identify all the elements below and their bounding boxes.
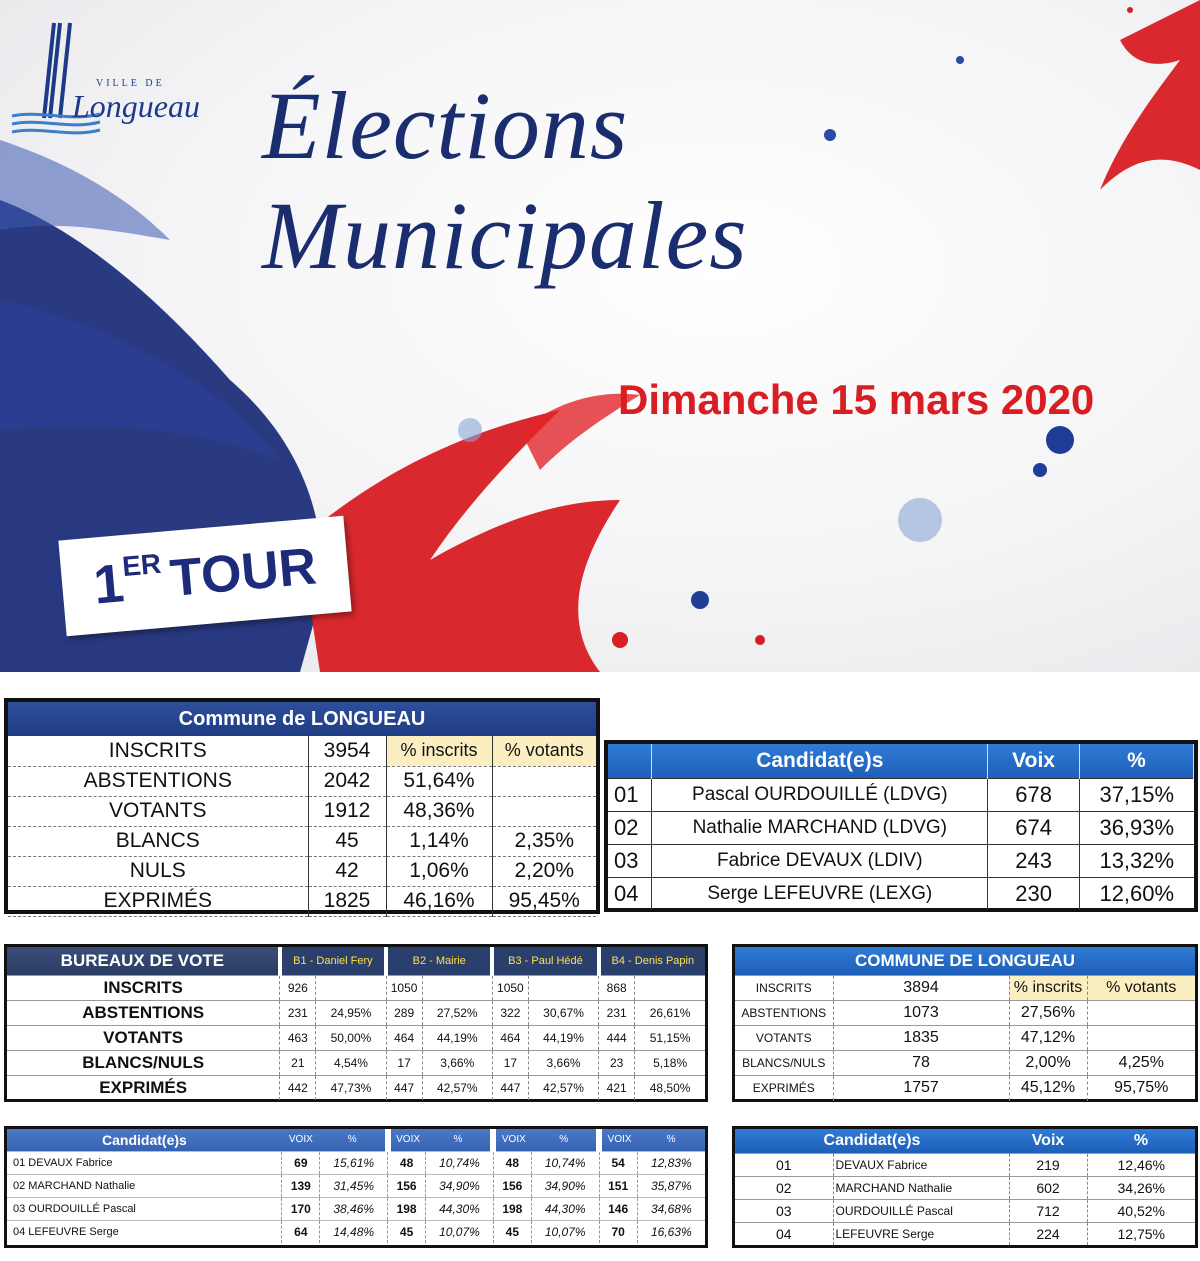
cell: 48,50% bbox=[635, 1075, 705, 1100]
table-row bbox=[8, 826, 596, 856]
candidate-pct: 34,26% bbox=[1087, 1176, 1195, 1199]
candidate-voix: 602 bbox=[1009, 1176, 1087, 1199]
header-voix: VOIX bbox=[493, 1129, 531, 1151]
cell: 3,66% bbox=[422, 1050, 492, 1075]
cell: 42,57% bbox=[422, 1075, 492, 1100]
cell bbox=[422, 975, 492, 1000]
logo-city-name: Longueau bbox=[72, 88, 200, 124]
candidate-pct: 12,60% bbox=[1080, 877, 1194, 910]
table-row bbox=[735, 1051, 1195, 1076]
header-pct-inscrits: % inscrits bbox=[386, 736, 492, 766]
cell: 69 bbox=[282, 1151, 320, 1174]
bureau-name: B1 - Daniel Fery bbox=[280, 947, 386, 975]
cell bbox=[316, 975, 386, 1000]
cell: 10,74% bbox=[426, 1151, 494, 1174]
candidate-name: 03 OURDOUILLÉ Pascal bbox=[7, 1197, 282, 1220]
row-value: 3954 bbox=[308, 736, 386, 766]
candidate-num: 04 bbox=[608, 877, 652, 910]
candidate-voix: 230 bbox=[988, 877, 1080, 910]
candidate-name: MARCHAND Nathalie bbox=[833, 1176, 1009, 1199]
header-voix: Voix bbox=[988, 744, 1080, 778]
header-pct: % bbox=[1080, 744, 1194, 778]
bureau-name: B4 - Denis Papin bbox=[599, 947, 705, 975]
row-label: BLANCS/NULS bbox=[735, 1051, 833, 1076]
header-pct: % bbox=[320, 1129, 388, 1151]
candidate-num: 03 bbox=[735, 1199, 833, 1222]
row-pct-votants: 95,75% bbox=[1087, 1076, 1195, 1101]
table-row bbox=[7, 1220, 705, 1243]
header-candidat: Candidat(e)s bbox=[7, 1129, 282, 1151]
candidate-num: 02 bbox=[608, 811, 652, 844]
table-header-row bbox=[7, 947, 705, 975]
cell: 198 bbox=[493, 1197, 531, 1220]
city-logo bbox=[10, 18, 220, 138]
header-pct-votants: % votants bbox=[1087, 976, 1195, 1001]
cell: 14,48% bbox=[320, 1220, 388, 1243]
header-pct: % bbox=[1087, 1129, 1195, 1153]
row-pct-inscrits: 47,12% bbox=[1009, 1026, 1087, 1051]
row-value: 3894 bbox=[833, 976, 1009, 1001]
row-label: INSCRITS bbox=[8, 736, 308, 766]
table-row bbox=[735, 1222, 1195, 1245]
table-row bbox=[7, 1174, 705, 1197]
table-row bbox=[8, 886, 596, 916]
table-row bbox=[735, 1001, 1195, 1026]
table-row bbox=[608, 877, 1194, 910]
cell: 10,74% bbox=[531, 1151, 599, 1174]
cell: 447 bbox=[492, 1075, 528, 1100]
candidate-voix: 712 bbox=[1009, 1199, 1087, 1222]
cell: 1050 bbox=[386, 975, 422, 1000]
cell bbox=[635, 975, 705, 1000]
row-label: ABSTENTIONS bbox=[8, 766, 308, 796]
bureau-name: B2 - Mairie bbox=[386, 947, 492, 975]
candidate-pct: 36,93% bbox=[1080, 811, 1194, 844]
row-label: ABSTENTIONS bbox=[735, 1001, 833, 1026]
cell: 4,54% bbox=[316, 1050, 386, 1075]
cell: 31,45% bbox=[320, 1174, 388, 1197]
header-voix: VOIX bbox=[388, 1129, 426, 1151]
bureau-name: B3 - Paul Hédé bbox=[492, 947, 598, 975]
row-pct-votants bbox=[1087, 1001, 1195, 1026]
candidate-voix: 219 bbox=[1009, 1153, 1087, 1176]
header-pct: % bbox=[637, 1129, 705, 1151]
cell: 70 bbox=[599, 1220, 637, 1243]
tour-suffix: ER bbox=[120, 547, 163, 583]
candidate-pct: 37,15% bbox=[1080, 778, 1194, 811]
row-label: BLANCS/NULS bbox=[7, 1050, 280, 1075]
table-row bbox=[7, 1000, 705, 1025]
header-voix: VOIX bbox=[599, 1129, 637, 1151]
cell: 146 bbox=[599, 1197, 637, 1220]
bureaux-title: BUREAUX DE VOTE bbox=[7, 947, 280, 975]
row-label: INSCRITS bbox=[735, 976, 833, 1001]
cell: 30,67% bbox=[528, 1000, 598, 1025]
candidate-name: Pascal OURDOUILLÉ (LDVG) bbox=[652, 778, 988, 811]
candidate-pct: 40,52% bbox=[1087, 1199, 1195, 1222]
row-value: 1835 bbox=[833, 1026, 1009, 1051]
table-row bbox=[7, 1050, 705, 1075]
cell: 139 bbox=[282, 1174, 320, 1197]
candidate-name: OURDOUILLÉ Pascal bbox=[833, 1199, 1009, 1222]
candidate-name: 04 LEFEUVRE Serge bbox=[7, 1220, 282, 1243]
row-label: VOTANTS bbox=[735, 1026, 833, 1051]
cell: 926 bbox=[280, 975, 316, 1000]
candidate-voix: 678 bbox=[988, 778, 1080, 811]
cell: 54 bbox=[599, 1151, 637, 1174]
table-row bbox=[735, 976, 1195, 1001]
commune-prev-table bbox=[732, 944, 1198, 1102]
commune-results-table bbox=[4, 698, 600, 914]
candidate-pct: 13,32% bbox=[1080, 844, 1194, 877]
table-row bbox=[7, 1025, 705, 1050]
cell: 42,57% bbox=[528, 1075, 598, 1100]
table-header-row bbox=[735, 1129, 1195, 1153]
cell: 442 bbox=[280, 1075, 316, 1100]
row-label: NULS bbox=[8, 856, 308, 886]
cell: 35,87% bbox=[637, 1174, 705, 1197]
cell: 10,07% bbox=[531, 1220, 599, 1243]
cell: 26,61% bbox=[635, 1000, 705, 1025]
header-candidat: Candidat(e)s bbox=[735, 1129, 1009, 1153]
row-value: 1073 bbox=[833, 1001, 1009, 1026]
candidate-num: 01 bbox=[608, 778, 652, 811]
cell: 322 bbox=[492, 1000, 528, 1025]
table-row bbox=[735, 1199, 1195, 1222]
row-value: 2042 bbox=[308, 766, 386, 796]
cell: 17 bbox=[386, 1050, 422, 1075]
row-pct-inscrits: 45,12% bbox=[1009, 1076, 1087, 1101]
row-label: EXPRIMÉS bbox=[735, 1076, 833, 1101]
cell: 198 bbox=[388, 1197, 426, 1220]
cell: 45 bbox=[388, 1220, 426, 1243]
tour-number: 1 bbox=[91, 553, 127, 616]
election-date: Dimanche 15 mars 2020 bbox=[618, 376, 1095, 423]
row-label: INSCRITS bbox=[7, 975, 280, 1000]
table-row bbox=[608, 844, 1194, 877]
cell: 23 bbox=[599, 1050, 635, 1075]
table-header-row bbox=[608, 744, 1194, 778]
row-pct-votants: 2,35% bbox=[492, 826, 596, 856]
candidate-num: 03 bbox=[608, 844, 652, 877]
row-label: BLANCS bbox=[8, 826, 308, 856]
candidates-bureaux-table bbox=[4, 1126, 708, 1248]
row-pct-votants bbox=[1087, 1026, 1195, 1051]
header-voix: VOIX bbox=[282, 1129, 320, 1151]
row-value: 78 bbox=[833, 1051, 1009, 1076]
cell: 463 bbox=[280, 1025, 316, 1050]
candidate-voix: 243 bbox=[988, 844, 1080, 877]
header-pct-votants: % votants bbox=[492, 736, 596, 766]
cell: 64 bbox=[282, 1220, 320, 1243]
candidate-num: 01 bbox=[735, 1153, 833, 1176]
cell: 868 bbox=[599, 975, 635, 1000]
cell: 47,73% bbox=[316, 1075, 386, 1100]
candidate-num: 02 bbox=[735, 1176, 833, 1199]
cell: 17 bbox=[492, 1050, 528, 1075]
table-row bbox=[735, 1176, 1195, 1199]
cell: 447 bbox=[386, 1075, 422, 1100]
cell: 16,63% bbox=[637, 1220, 705, 1243]
cell: 289 bbox=[386, 1000, 422, 1025]
cell: 151 bbox=[599, 1174, 637, 1197]
cell: 38,46% bbox=[320, 1197, 388, 1220]
cell: 12,83% bbox=[637, 1151, 705, 1174]
candidates-results-table bbox=[604, 740, 1198, 912]
cell: 44,30% bbox=[531, 1197, 599, 1220]
candidate-name: 02 MARCHAND Nathalie bbox=[7, 1174, 282, 1197]
candidate-name: Nathalie MARCHAND (LDVG) bbox=[652, 811, 988, 844]
row-label: VOTANTS bbox=[7, 1025, 280, 1050]
header-num bbox=[608, 744, 652, 778]
row-label: ABSTENTIONS bbox=[7, 1000, 280, 1025]
table-row bbox=[735, 1153, 1195, 1176]
row-value: 42 bbox=[308, 856, 386, 886]
table-row bbox=[735, 1076, 1195, 1101]
cell: 34,68% bbox=[637, 1197, 705, 1220]
row-pct-inscrits: 1,06% bbox=[386, 856, 492, 886]
cell: 45 bbox=[493, 1220, 531, 1243]
table-row bbox=[8, 736, 596, 766]
row-pct-inscrits: 46,16% bbox=[386, 886, 492, 916]
table-row bbox=[8, 856, 596, 886]
row-pct-votants: 2,20% bbox=[492, 856, 596, 886]
cell: 464 bbox=[386, 1025, 422, 1050]
row-pct-votants: 95,45% bbox=[492, 886, 596, 916]
cell: 44,19% bbox=[422, 1025, 492, 1050]
row-label: VOTANTS bbox=[8, 796, 308, 826]
table-row bbox=[608, 778, 1194, 811]
header-candidat: Candidat(e)s bbox=[652, 744, 988, 778]
cell: 15,61% bbox=[320, 1151, 388, 1174]
cell: 1050 bbox=[492, 975, 528, 1000]
table-row bbox=[8, 796, 596, 826]
table-row bbox=[7, 975, 705, 1000]
cell: 170 bbox=[282, 1197, 320, 1220]
row-pct-inscrits: 2,00% bbox=[1009, 1051, 1087, 1076]
cell: 5,18% bbox=[635, 1050, 705, 1075]
bureaux-table-body bbox=[7, 947, 705, 1100]
candidate-name: 01 DEVAUX Fabrice bbox=[7, 1151, 282, 1174]
cell: 444 bbox=[599, 1025, 635, 1050]
candidate-num: 04 bbox=[735, 1222, 833, 1245]
table-row bbox=[735, 1026, 1195, 1051]
row-pct-votants bbox=[492, 796, 596, 826]
cell: 24,95% bbox=[316, 1000, 386, 1025]
candidates-prev-table bbox=[732, 1126, 1198, 1248]
row-value: 45 bbox=[308, 826, 386, 856]
header-pct: % bbox=[426, 1129, 494, 1151]
cell: 464 bbox=[492, 1025, 528, 1050]
commune-prev-title: COMMUNE DE LONGUEAU bbox=[735, 947, 1195, 975]
candidate-voix: 674 bbox=[988, 811, 1080, 844]
title-municipales: Municipales bbox=[262, 182, 748, 289]
candidate-pct: 12,46% bbox=[1087, 1153, 1195, 1176]
table-row bbox=[7, 1075, 705, 1100]
cell: 27,52% bbox=[422, 1000, 492, 1025]
cell: 44,19% bbox=[528, 1025, 598, 1050]
candidate-name: Fabrice DEVAUX (LDIV) bbox=[652, 844, 988, 877]
header-voix: Voix bbox=[1009, 1129, 1087, 1153]
cell: 44,30% bbox=[426, 1197, 494, 1220]
cell bbox=[528, 975, 598, 1000]
candidate-name: DEVAUX Fabrice bbox=[833, 1153, 1009, 1176]
cell: 21 bbox=[280, 1050, 316, 1075]
header-pct: % bbox=[531, 1129, 599, 1151]
cell: 48 bbox=[388, 1151, 426, 1174]
cell: 231 bbox=[280, 1000, 316, 1025]
header-pct-inscrits: % inscrits bbox=[1009, 976, 1087, 1001]
cell: 51,15% bbox=[635, 1025, 705, 1050]
commune-table-title: Commune de LONGUEAU bbox=[8, 702, 596, 736]
row-value: 1757 bbox=[833, 1076, 1009, 1101]
cell: 50,00% bbox=[316, 1025, 386, 1050]
table-row bbox=[7, 1197, 705, 1220]
table-header-row bbox=[7, 1129, 705, 1151]
table-row bbox=[608, 811, 1194, 844]
logo-ville-text: VILLE DE bbox=[96, 78, 165, 89]
candidate-name: LEFEUVRE Serge bbox=[833, 1222, 1009, 1245]
cell: 421 bbox=[599, 1075, 635, 1100]
cell: 10,07% bbox=[426, 1220, 494, 1243]
row-label: EXPRIMÉS bbox=[7, 1075, 280, 1100]
candidates-table-body bbox=[608, 744, 1194, 910]
candidate-voix: 224 bbox=[1009, 1222, 1087, 1245]
row-pct-inscrits: 27,56% bbox=[1009, 1001, 1087, 1026]
commune-table-body bbox=[8, 736, 596, 917]
tour-word: TOUR bbox=[167, 537, 319, 608]
candidates-bureaux-table-body bbox=[7, 1129, 705, 1243]
table-row bbox=[7, 1151, 705, 1174]
cell: 156 bbox=[388, 1174, 426, 1197]
cell: 34,90% bbox=[426, 1174, 494, 1197]
table-row bbox=[8, 766, 596, 796]
cell: 3,66% bbox=[528, 1050, 598, 1075]
row-label: EXPRIMÉS bbox=[8, 886, 308, 916]
row-value: 1825 bbox=[308, 886, 386, 916]
candidate-pct: 12,75% bbox=[1087, 1222, 1195, 1245]
bureaux-table bbox=[4, 944, 708, 1102]
row-pct-inscrits: 48,36% bbox=[386, 796, 492, 826]
title-elections: Élections bbox=[262, 72, 629, 179]
cell: 34,90% bbox=[531, 1174, 599, 1197]
candidate-name: Serge LEFEUVRE (LEXG) bbox=[652, 877, 988, 910]
row-pct-inscrits: 51,64% bbox=[386, 766, 492, 796]
row-pct-votants: 4,25% bbox=[1087, 1051, 1195, 1076]
row-pct-votants bbox=[492, 766, 596, 796]
row-pct-inscrits: 1,14% bbox=[386, 826, 492, 856]
candidates-prev-table-body bbox=[735, 1129, 1195, 1245]
cell: 156 bbox=[493, 1174, 531, 1197]
cell: 231 bbox=[599, 1000, 635, 1025]
cell: 48 bbox=[493, 1151, 531, 1174]
row-value: 1912 bbox=[308, 796, 386, 826]
commune-prev-table-body bbox=[735, 975, 1195, 1101]
